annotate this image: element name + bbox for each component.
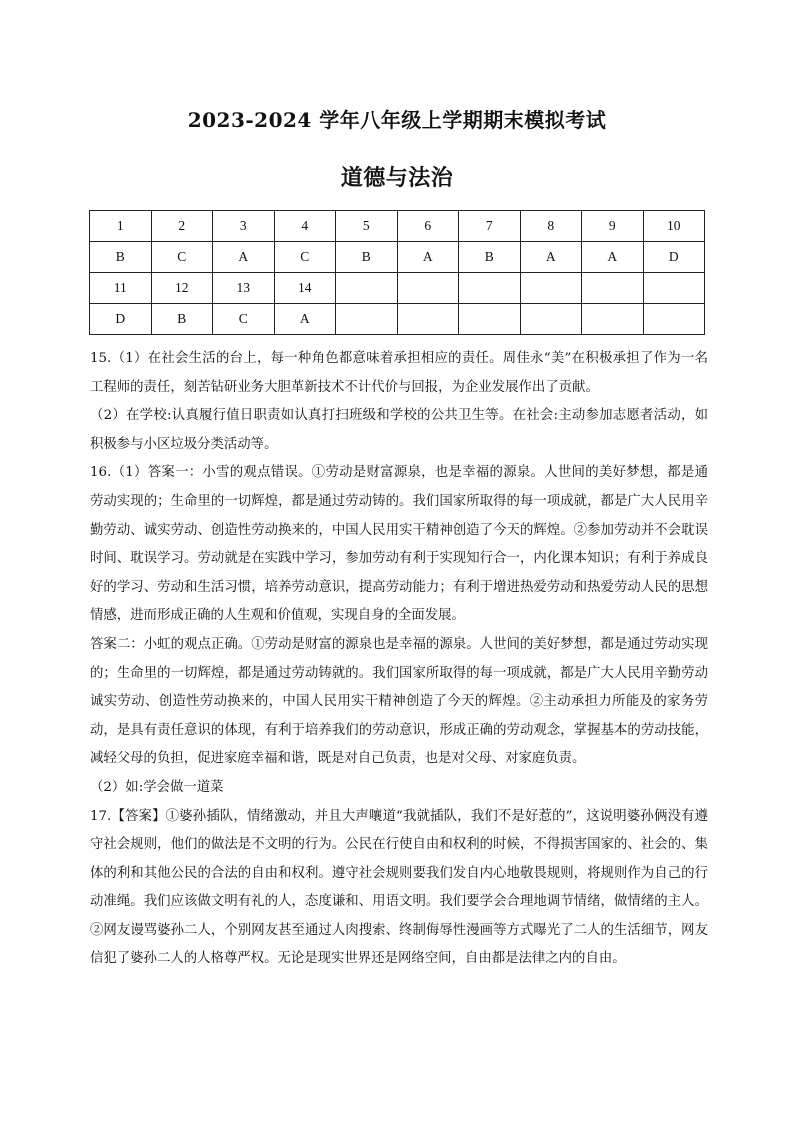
exam-title: 2023-2024 学年八年级上学期期末模拟考试 bbox=[187, 108, 607, 132]
answer-16-option-1: 16.（1）答案一：小雪的观点错误。①劳动是财富源泉，也是幸福的源泉。人世间的美好梦想，都是通劳动实现的；生命里的一切辉煌，都是通过劳动铸的。我们国家所取得的每一项成就，都是广大人民用辛勤劳动、诚实劳动、创造性劳动换来的，中国人民用实干精神创造了今天的辉煌。②参加劳动并不会耽误时间、耽误学习。劳动就是在实践中学习，参加劳动有利于实现知行合一，内化课本知识；有利于养成良好的学习、劳动和生活习惯，培养劳动意识，提高劳动能力；有利于增进热爱劳动和热爱劳动人民的思想情感，进而形成正确的人生观和价值观，实现自身的全面发展。 bbox=[90, 465, 708, 624]
table-cell: 1 bbox=[90, 211, 152, 242]
table-cell: 2 bbox=[151, 211, 213, 242]
answer-15-part-2: （2）在学校:认真履行值日职责如认真打扫班级和学校的公共卫生等。在社会:主动参加志愿者活动，如积极参与小区垃圾分类活动等。 bbox=[90, 408, 708, 452]
table-cell bbox=[397, 304, 459, 335]
table-cell: D bbox=[90, 304, 152, 335]
table-cell: 8 bbox=[520, 211, 582, 242]
table-cell: 14 bbox=[274, 273, 336, 304]
table-cell: 4 bbox=[274, 211, 336, 242]
table-cell: 13 bbox=[213, 273, 275, 304]
table-cell: A bbox=[520, 242, 582, 273]
table-cell: 12 bbox=[151, 273, 213, 304]
table-cell: A bbox=[397, 242, 459, 273]
table-cell: C bbox=[213, 304, 275, 335]
table-row bbox=[90, 211, 705, 242]
table-cell: A bbox=[213, 242, 275, 273]
answer-text bbox=[90, 345, 708, 974]
table-cell: 11 bbox=[90, 273, 152, 304]
answer-16-part-2: （2）如:学会做一道菜 bbox=[90, 779, 224, 795]
answer-17: 17.【答案】①婆孙插队，情绪激动，并且大声嚷道“我就插队，我们不是好惹的”，这说明婆孙俩没有遵守社会规则，他们的做法是不文明的行为。公民在行使自由和权利的时候，不得损害国家的、社会的、集体的利和其他公民的合法的自由和权利。遵守社会规则要我们发自内心地敬畏规则，将规则作为自己的行动准绳。我们应该做文明有礼的人，态度谦和、用语文明。我们要学会合理地调节情绪，做情绪的主人。②网友谩骂婆孙二人，个别网友甚至通过人肉搜索、终制侮辱性漫画等方式曝光了二人的生活细节，网友信犯了婆孙二人的人格尊严权。无论是现实世界还是网络空间，自由都是法律之内的自由。 bbox=[90, 808, 708, 967]
answer-16-option-2: 答案二：小虹的观点正确。①劳动是财富的源泉也是幸福的源泉。人世间的美好梦想，都是通过劳动实现的；生命里的一切辉煌，都是通过劳动铸就的。我们国家所取得的每一项成就，都是广大人民用辛勤劳动诚实劳动、创造性劳动换来的，中国人民用实干精神创造了今天的辉煌。②主动承担力所能及的家务劳动，是具有责任意识的体现，有利于培养我们的劳动意识，形成正确的劳动观念，掌握基本的劳动技能，减轻父母的负担，促进家庭幸福和谐，既是对自己负责，也是对父母、对家庭负责。 bbox=[90, 636, 708, 767]
table-cell: A bbox=[582, 242, 644, 273]
subject-title: 道德与法治 bbox=[340, 165, 454, 191]
answer-15-part-1: 15.（1）在社会生活的台上，每一种角色都意味着承担相应的责任。周佳永“美”在积极承担了作为一名工程师的责任，刻苦钻研业务大胆革新技术不计代价与回报，为企业发展作出了贡献。 bbox=[90, 351, 708, 395]
table-cell bbox=[520, 273, 582, 304]
table-cell: C bbox=[151, 242, 213, 273]
table-row bbox=[90, 304, 705, 335]
table-cell: B bbox=[151, 304, 213, 335]
table-cell: A bbox=[274, 304, 336, 335]
table-row bbox=[90, 242, 705, 273]
table-cell: B bbox=[336, 242, 398, 273]
table-cell: D bbox=[643, 242, 705, 273]
answer-table bbox=[89, 210, 705, 335]
table-cell bbox=[336, 273, 398, 304]
table-cell: 6 bbox=[397, 211, 459, 242]
table-cell bbox=[459, 273, 521, 304]
table-cell: 9 bbox=[582, 211, 644, 242]
table-cell bbox=[582, 273, 644, 304]
table-cell bbox=[336, 304, 398, 335]
table-cell: C bbox=[274, 242, 336, 273]
table-cell bbox=[643, 304, 705, 335]
table-cell bbox=[397, 273, 459, 304]
table-row bbox=[90, 273, 705, 304]
table-cell bbox=[459, 304, 521, 335]
table-cell bbox=[520, 304, 582, 335]
table-cell: 7 bbox=[459, 211, 521, 242]
table-cell: 10 bbox=[643, 211, 705, 242]
table-cell: B bbox=[459, 242, 521, 273]
table-cell: 3 bbox=[213, 211, 275, 242]
table-cell bbox=[582, 304, 644, 335]
table-cell: 5 bbox=[336, 211, 398, 242]
table-cell: B bbox=[90, 242, 152, 273]
table-cell bbox=[643, 273, 705, 304]
